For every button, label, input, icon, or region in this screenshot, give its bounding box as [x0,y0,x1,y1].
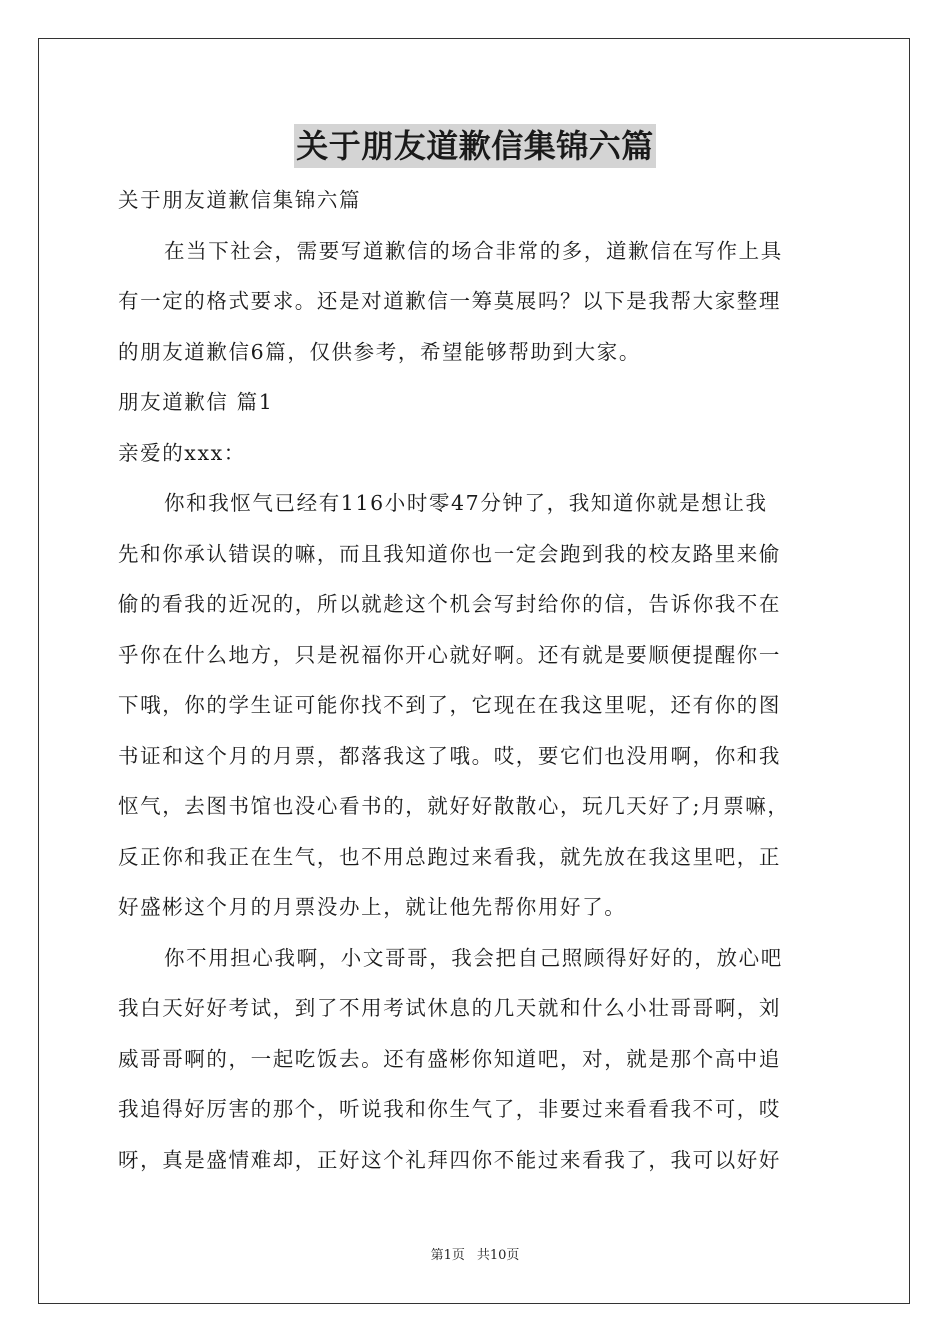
text-line: 先和你承认错误的嘛，而且我知道你也一定会跑到我的校友路里来偷 [118,541,781,566]
text-line: 在当下社会，需要写道歉信的场合非常的多，道歉信在写作上具 [164,238,783,263]
page-number: 第1页 [430,1248,465,1263]
text-line: 的朋友道歉信6篇，仅供参考，希望能够帮助到大家。 [118,339,641,364]
text-line: 偷的看我的近况的，所以就趁这个机会写封给你的信，告诉你我不在 [118,592,781,616]
text-line: 有一定的格式要求。还是对道歉信一筹莫展吗？以下是我帮大家整理 [118,289,781,313]
page-total: 共10页 [476,1248,520,1263]
text-line: 我追得好厉害的那个，听说我和你生气了，非要过来看看我不可，哎 [118,1097,781,1121]
text-line: 乎你在什么地方，只是祝福你开心就好啊。还有就是要顺便提醒你一 [118,642,781,667]
title-container [0,124,950,168]
document-body [118,175,838,1185]
text-line: 我白天好好考试，到了不用考试休息的几天就和什么小壮哥哥啊，刘 [118,996,781,1020]
text-line: 你不用担心我啊，小文哥哥，我会把自己照顾得好好的，放心吧 [164,945,783,970]
text-line: 你和我怄气已经有116小时零47分钟了，我知道你就是想让我 [164,491,768,515]
text-line: 怄气，去图书馆也没心看书的，就好好散散心，玩几天好了;月票嘛， [118,794,790,818]
text-line: 呀，真是盛情难却，正好这个礼拜四你不能过来看我了，我可以好好 [118,1147,781,1172]
page-footer [0,1246,950,1266]
text-line: 亲爱的xxx： [118,440,246,465]
document-title: 关于朋友道歉信集锦六篇 [294,124,656,168]
text-line: 下哦，你的学生证可能你找不到了，它现在在我这里呢，还有你的图 [118,693,781,717]
text-line: 关于朋友道歉信集锦六篇 [118,188,362,212]
text-line: 威哥哥啊的，一起吃饭去。还有盛彬你知道吧，对，就是那个高中追 [118,1046,781,1071]
text-line: 书证和这个月的月票，都落我这了哦。哎，要它们也没用啊，你和我 [118,743,781,768]
text-line: 反正你和我正在生气，也不用总跑过来看我，就先放在我这里吧，正 [118,844,781,869]
text-line: 好盛彬这个月的月票没办上，就让他先帮你用好了。 [118,895,627,919]
text-line: 朋友道歉信 篇1 [118,390,274,414]
